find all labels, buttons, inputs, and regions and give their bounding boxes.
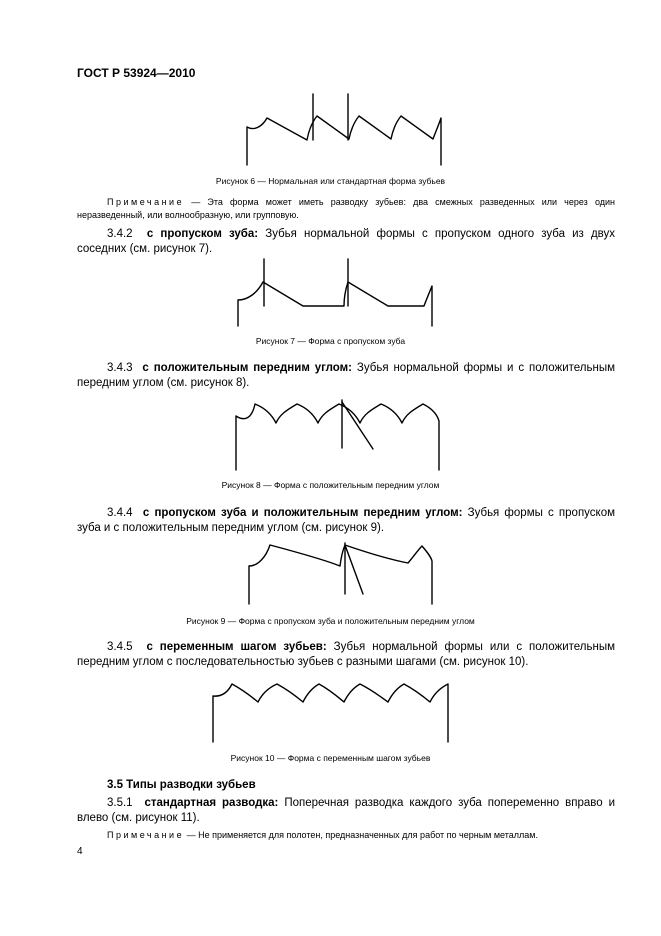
clause-3-4-2-number: 3.4.2 <box>107 228 133 240</box>
clause-3-5-1-number: 3.5.1 <box>107 797 133 809</box>
figure-7-caption: Рисунок 7 — Форма с пропуском зуба <box>255 336 406 346</box>
clause-3-4-5-term: с переменным шагом зубьев: <box>146 641 327 653</box>
clause-3-4-2-term: с пропуском зуба: <box>146 228 259 240</box>
note-2-label: Примечание <box>107 830 185 840</box>
clause-3-4-3-number: 3.4.3 <box>107 362 133 374</box>
note-1-label: Примечание <box>107 197 185 207</box>
clause-3-4-4-term: с пропуском зуба и положительным передним углом: <box>142 507 463 519</box>
note-2 <box>77 829 615 842</box>
clause-3-4-5-number: 3.4.5 <box>107 641 133 653</box>
clause-3-4-3-text: Зубья нормальной формы и с положительным передним углом (см. рисунок 8). <box>77 362 615 389</box>
figure-6-caption: Рисунок 6 — Нормальная или стандартная форма зубьев <box>215 176 446 186</box>
figure-9-caption: Рисунок 9 — Форма с пропуском зуба и положительным передним углом <box>186 616 475 626</box>
clause-3-5-1-text: Поперечная разводка каждого зуба попеременно вправо и влево (см. рисунок 11). <box>77 797 616 824</box>
figure-10-caption: Рисунок 10 — Форма с переменным шагом зубьев <box>230 753 431 763</box>
clause-3-4-4-number: 3.4.4 <box>107 507 133 519</box>
note-1-text: — Эта форма может иметь разводку зубьев: два смежных разведенных или через один неразведенный, или волнообразную, или групповую. <box>77 197 615 220</box>
clause-3-5-1 <box>77 796 615 825</box>
clause-3-4-2-text: Зубья нормальной формы с пропуском одного зуба из двух соседних (см. рисунок 7). <box>77 228 616 255</box>
clause-3-5-1-term: стандартная разводка: <box>144 797 279 809</box>
clause-3-4-4-text: Зубья формы с пропуском зуба и с положительным передним углом (см. рисунок 9). <box>77 507 615 534</box>
figure-8-caption: Рисунок 8 — Форма с положительным передним углом <box>221 480 440 490</box>
note-2-text: — Не применяется для полотен, предназначенных для работ по черным металлам. <box>184 830 538 840</box>
page-number: 4 <box>77 846 83 857</box>
document-header: ГОСТ Р 53924—2010 <box>77 66 196 80</box>
section-3-5-title: 3.5 Типы разводки зубьев <box>107 779 256 791</box>
clause-3-4-5-text: Зубья нормальной формы или с положительным передним углом с последовательностью зубьев с разными шагами (см. рисунок 10). <box>77 641 616 668</box>
clause-3-4-3-term: с положительным передним углом: <box>142 362 352 374</box>
